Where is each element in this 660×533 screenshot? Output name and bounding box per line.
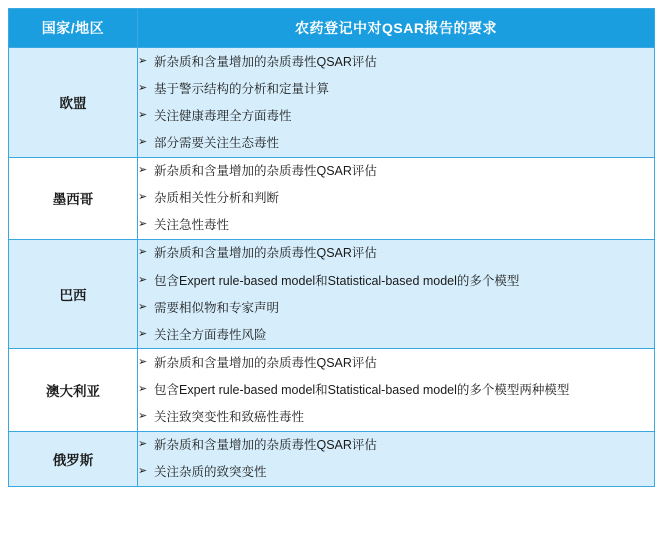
requirement-list-item — [138, 102, 654, 129]
requirement-list-item — [138, 349, 654, 376]
requirement-list-item — [138, 377, 654, 404]
bullet-arrow-icon: ➢ — [138, 164, 148, 176]
requirement-list-item — [138, 48, 654, 75]
bullet-arrow-icon: ➢ — [138, 135, 148, 148]
requirement-text: 包含Expert rule-based model和Statistical-based model的多个模型 — [154, 273, 520, 288]
qsar-requirements-table — [8, 8, 655, 487]
requirement-cell — [138, 157, 655, 239]
requirement-list-item — [138, 267, 654, 294]
requirement-list-item — [138, 158, 654, 185]
requirement-text: 新杂质和含量增加的杂质毒性QSAR评估 — [154, 54, 377, 69]
country-cell: 墨西哥 — [9, 157, 138, 239]
requirement-text: 需要相似物和专家声明 — [154, 300, 280, 315]
requirement-list-item — [138, 404, 654, 431]
requirement-list-item — [138, 212, 654, 239]
requirement-text: 杂质相关性分析和判断 — [154, 191, 280, 206]
requirement-text: 部分需要关注生态毒性 — [154, 135, 280, 150]
requirement-list-item — [138, 240, 654, 267]
bullet-arrow-icon: ➢ — [138, 327, 148, 340]
requirement-text: 关注杂质的致突变性 — [154, 465, 267, 480]
requirement-text: 关注全方面毒性风险 — [154, 327, 267, 342]
bullet-arrow-icon: ➢ — [138, 81, 148, 94]
bullet-arrow-icon: ➢ — [138, 300, 148, 313]
table-row — [9, 48, 655, 158]
country-cell: 巴西 — [9, 239, 138, 349]
table-row — [9, 431, 655, 486]
table-row — [9, 349, 655, 431]
bullet-arrow-icon: ➢ — [138, 218, 148, 231]
requirement-cell — [138, 431, 655, 486]
bullet-arrow-icon: ➢ — [138, 465, 148, 478]
requirement-text: 基于警示结构的分析和定量计算 — [154, 81, 330, 96]
table-row — [9, 239, 655, 349]
country-cell: 欧盟 — [9, 48, 138, 158]
bullet-arrow-icon: ➢ — [138, 246, 148, 259]
bullet-arrow-icon: ➢ — [138, 410, 148, 423]
requirement-list-item — [138, 432, 654, 459]
requirement-list-item — [138, 129, 654, 156]
bullet-arrow-icon: ➢ — [138, 54, 148, 67]
table-header-row — [9, 9, 655, 48]
requirement-list — [138, 349, 654, 430]
column-header-country: 国家/地区 — [9, 9, 138, 48]
requirement-text: 关注致突变性和致癌性毒性 — [154, 410, 305, 425]
requirement-text: 包含Expert rule-based model和Statistical-based model的多个模型两种模型 — [154, 383, 570, 397]
requirement-text: 新杂质和含量增加的杂质毒性QSAR评估 — [154, 246, 377, 261]
requirement-text: 关注急性毒性 — [154, 218, 230, 233]
requirement-list-item — [138, 321, 654, 348]
requirement-text: 新杂质和含量增加的杂质毒性QSAR评估 — [154, 438, 377, 453]
table-body — [9, 48, 655, 487]
bullet-arrow-icon: ➢ — [138, 438, 148, 451]
country-cell: 澳大利亚 — [9, 349, 138, 431]
country-cell: 俄罗斯 — [9, 431, 138, 486]
requirement-text: 关注健康毒理全方面毒性 — [154, 108, 292, 123]
requirement-text: 新杂质和含量增加的杂质毒性QSAR评估 — [154, 164, 377, 178]
table-header — [9, 9, 655, 48]
requirement-list-item — [138, 75, 654, 102]
requirement-text: 新杂质和含量增加的杂质毒性QSAR评估 — [154, 355, 377, 370]
requirement-cell — [138, 349, 655, 431]
requirement-list-item — [138, 294, 654, 321]
bullet-arrow-icon: ➢ — [138, 191, 148, 204]
requirement-cell — [138, 239, 655, 349]
requirement-list — [138, 240, 654, 349]
table-row — [9, 157, 655, 239]
requirement-list — [138, 48, 654, 157]
requirement-cell — [138, 48, 655, 158]
requirement-list — [138, 158, 654, 239]
bullet-arrow-icon: ➢ — [138, 355, 148, 368]
requirement-list-item — [138, 185, 654, 212]
requirement-list-item — [138, 459, 654, 486]
column-header-requirement: 农药登记中对QSAR报告的要求 — [138, 9, 655, 48]
requirement-list — [138, 432, 654, 486]
bullet-arrow-icon: ➢ — [138, 273, 148, 286]
bullet-arrow-icon: ➢ — [138, 383, 148, 395]
bullet-arrow-icon: ➢ — [138, 108, 148, 121]
